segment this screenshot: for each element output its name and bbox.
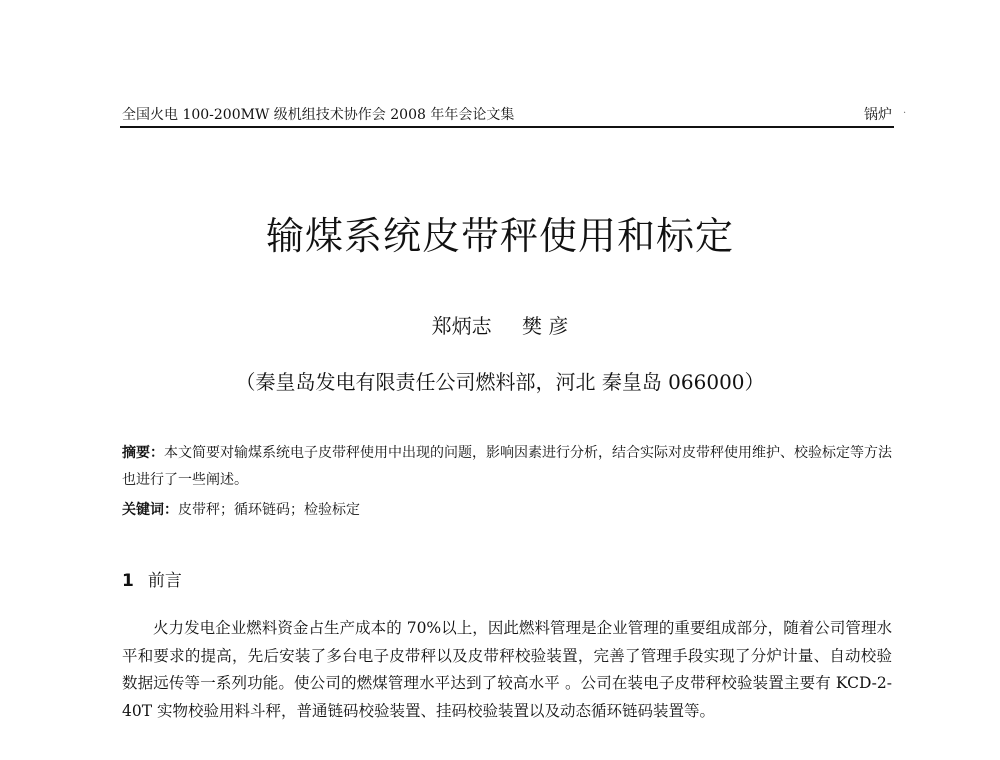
author-list <box>0 312 1000 340</box>
scan-mark: · <box>903 108 907 119</box>
section-title: 前言 <box>147 571 182 591</box>
header-section-name: 锅炉 <box>864 107 892 123</box>
abstract-text: 本文简要对输煤系统电子皮带秤使用中出现的问题，影响因素进行分析，结合实际对皮带秤使用维护、校验标定等方法也进行了一些阐述。 <box>122 445 892 488</box>
keywords-text: 皮带秤；循环链码；检验标定 <box>178 502 360 518</box>
author-name: 郑炳志 <box>431 314 492 338</box>
abstract <box>122 440 892 494</box>
keywords <box>122 497 892 523</box>
header-rule <box>120 126 894 128</box>
paper-title: 输煤系统皮带秤使用和标定 <box>265 214 734 258</box>
author-affiliation: （秦皇岛发电有限责任公司燃料部，河北 秦皇岛 066000） <box>235 370 765 394</box>
body-paragraph: 火力发电企业燃料资金占生产成本的 70%以上，因此燃料管理是企业管理的重要组成部分，随着公司管理水平和要求的提高，先后安装了多台电子皮带秤以及皮带秤校验装置，完善了管理手段实现了分炉计量、自动校验数据远传等一系列功能。使公司的燃煤管理水平达到了较高水平 。公司在装电子皮带秤校验装置主要有 KCD-2-40T 实物校验用料斗秤，普通链码校验装置、挂码校验装置以及动态循环链码装置等。 <box>122 619 892 720</box>
author-name: 樊 彦 <box>522 314 569 338</box>
abstract-label: 摘要： <box>122 445 164 461</box>
running-header <box>122 104 892 126</box>
header-proceedings-title: 全国火电 100-200MW 级机组技术协作会 2008 年年会论文集 <box>122 107 515 123</box>
keywords-label: 关键词： <box>122 502 178 518</box>
section-number: 1 <box>122 571 134 591</box>
section-heading <box>122 567 182 595</box>
